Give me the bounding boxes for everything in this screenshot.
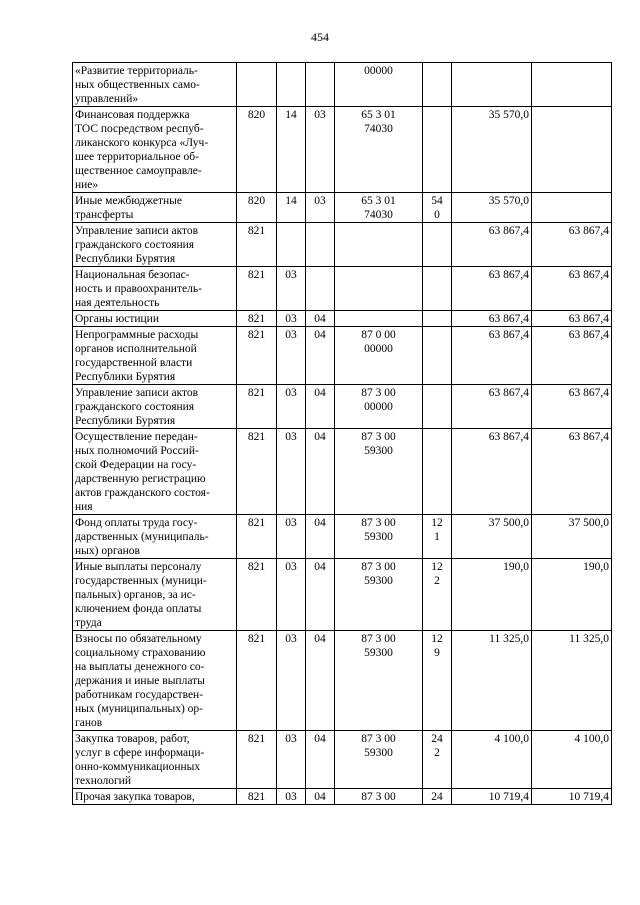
amount-1-cell: 63 867,4 — [452, 223, 532, 267]
amount-2-cell: 11 325,0 — [532, 631, 612, 731]
section-code-cell: 03 — [277, 789, 306, 805]
expense-type-cell — [423, 267, 452, 311]
amount-2-cell: 63 867,4 — [532, 429, 612, 515]
cell-line: гражданского состояния — [75, 401, 195, 413]
amount-1-cell: 4 100,0 — [452, 731, 532, 789]
table-row — [73, 559, 612, 631]
amount-1-cell: 11 325,0 — [452, 631, 532, 731]
target-article-cell — [335, 631, 423, 731]
table-row — [73, 385, 612, 429]
cell-line: ность и правоохранитель- — [75, 283, 202, 295]
row-name-cell — [73, 789, 237, 805]
amount-2-cell — [532, 193, 612, 223]
grbs-code-cell: 821 — [237, 223, 277, 267]
table-row — [73, 789, 612, 805]
cell-line: 54 — [431, 195, 443, 207]
cell-line: работникам государствен- — [75, 689, 204, 701]
cell-line: Прочая закупка товаров, — [75, 791, 195, 803]
amount-2-cell: 63 867,4 — [532, 223, 612, 267]
grbs-code-cell: 821 — [237, 267, 277, 311]
amount-2-cell — [532, 107, 612, 193]
cell-line: управлений» — [75, 93, 139, 105]
cell-line: 00000 — [364, 401, 393, 413]
amount-2-cell: 4 100,0 — [532, 731, 612, 789]
amount-2-cell: 63 867,4 — [532, 267, 612, 311]
subsection-code-cell: 04 — [306, 385, 335, 429]
cell-line: ликанского конкурса «Луч- — [75, 137, 209, 149]
cell-line: Иные выплаты персоналу — [75, 561, 202, 573]
cell-line: ная деятельность — [75, 297, 160, 309]
cell-line: на выплаты денежного со- — [75, 661, 205, 673]
cell-line: 9 — [434, 647, 440, 659]
table-row — [73, 311, 612, 327]
expense-type-cell — [423, 559, 452, 631]
cell-line: держания и иные выплаты — [75, 675, 205, 687]
cell-line: Управление записи актов — [75, 387, 199, 399]
cell-line: ТОС посредством респуб- — [75, 123, 204, 135]
row-name-cell — [73, 267, 237, 311]
expense-type-cell — [423, 63, 452, 107]
expense-type-cell — [423, 731, 452, 789]
cell-line: 12 — [431, 633, 443, 645]
grbs-code-cell: 821 — [237, 311, 277, 327]
table-row — [73, 193, 612, 223]
subsection-code-cell: 04 — [306, 311, 335, 327]
cell-line: технологий — [75, 775, 131, 787]
row-name-cell — [73, 63, 237, 107]
target-article-cell — [335, 731, 423, 789]
cell-line: гражданского состояния — [75, 239, 195, 251]
subsection-code-cell — [306, 63, 335, 107]
cell-line: органов исполнительной — [75, 343, 197, 355]
section-code-cell — [277, 223, 306, 267]
amount-1-cell: 37 500,0 — [452, 515, 532, 559]
cell-line: 87 3 00 — [361, 431, 396, 443]
cell-line: 59300 — [364, 445, 393, 457]
expense-type-cell — [423, 789, 452, 805]
cell-line: государственной власти — [75, 357, 193, 369]
row-name-cell — [73, 515, 237, 559]
cell-line: дарственных (муниципаль- — [75, 531, 209, 543]
cell-line: актов гражданского состоя- — [75, 487, 210, 499]
amount-2-cell: 63 867,4 — [532, 311, 612, 327]
grbs-code-cell: 821 — [237, 429, 277, 515]
expense-type-cell — [423, 515, 452, 559]
expense-type-cell — [423, 223, 452, 267]
table-row — [73, 267, 612, 311]
section-code-cell: 03 — [277, 731, 306, 789]
target-article-cell — [335, 311, 423, 327]
grbs-code-cell: 821 — [237, 789, 277, 805]
row-name-cell — [73, 311, 237, 327]
cell-line: 65 3 01 — [361, 195, 396, 207]
cell-line: ния — [75, 501, 93, 513]
amount-1-cell: 35 570,0 — [452, 193, 532, 223]
target-article-cell — [335, 63, 423, 107]
section-code-cell: 03 — [277, 429, 306, 515]
cell-line: Органы юстиции — [75, 313, 159, 325]
row-name-cell — [73, 559, 237, 631]
cell-line: шее территориальное об- — [75, 151, 199, 163]
target-article-cell — [335, 429, 423, 515]
cell-line: 1 — [434, 531, 440, 543]
cell-line: Управление записи актов — [75, 225, 199, 237]
cell-line: 74030 — [364, 209, 393, 221]
cell-line: ных (муниципальных) ор- — [75, 703, 203, 715]
cell-line: труда — [75, 617, 102, 629]
cell-line: 87 3 00 — [361, 791, 396, 803]
row-name-cell — [73, 631, 237, 731]
amount-2-cell: 37 500,0 — [532, 515, 612, 559]
section-code-cell: 14 — [277, 193, 306, 223]
subsection-code-cell: 04 — [306, 429, 335, 515]
subsection-code-cell: 04 — [306, 731, 335, 789]
cell-line: ных) органов — [75, 545, 140, 557]
cell-line: ской Федерации на госу- — [75, 459, 197, 471]
subsection-code-cell: 03 — [306, 193, 335, 223]
grbs-code-cell: 820 — [237, 107, 277, 193]
budget-table-body — [73, 63, 612, 805]
grbs-code-cell: 821 — [237, 631, 277, 731]
amount-2-cell: 190,0 — [532, 559, 612, 631]
cell-line: 87 0 00 — [361, 329, 396, 341]
row-name-cell — [73, 385, 237, 429]
cell-line: «Развитие территориаль- — [75, 65, 198, 77]
section-code-cell: 03 — [277, 559, 306, 631]
cell-line: 24 — [431, 791, 443, 803]
cell-line: 59300 — [364, 575, 393, 587]
table-row — [73, 631, 612, 731]
target-article-cell — [335, 559, 423, 631]
section-code-cell: 03 — [277, 385, 306, 429]
table-row — [73, 515, 612, 559]
expense-type-cell — [423, 429, 452, 515]
cell-line: 12 — [431, 561, 443, 573]
amount-1-cell: 63 867,4 — [452, 429, 532, 515]
table-row — [73, 429, 612, 515]
cell-line: Республики Бурятия — [75, 415, 176, 427]
cell-line: ганов — [75, 717, 103, 729]
section-code-cell: 03 — [277, 267, 306, 311]
expense-type-cell — [423, 193, 452, 223]
subsection-code-cell: 04 — [306, 327, 335, 385]
expense-type-cell — [423, 327, 452, 385]
amount-1-cell: 35 570,0 — [452, 107, 532, 193]
cell-line: щественное самоуправле- — [75, 165, 202, 177]
cell-line: ние» — [75, 179, 99, 191]
cell-line: 74030 — [364, 123, 393, 135]
amount-1-cell: 10 719,4 — [452, 789, 532, 805]
amount-1-cell: 190,0 — [452, 559, 532, 631]
section-code-cell: 14 — [277, 107, 306, 193]
cell-line: 87 3 00 — [361, 561, 396, 573]
cell-line: Осуществление передан- — [75, 431, 198, 443]
target-article-cell — [335, 327, 423, 385]
cell-line: 12 — [431, 517, 443, 529]
row-name-cell — [73, 193, 237, 223]
grbs-code-cell — [237, 63, 277, 107]
amount-2-cell: 63 867,4 — [532, 385, 612, 429]
subsection-code-cell: 04 — [306, 559, 335, 631]
amount-2-cell: 10 719,4 — [532, 789, 612, 805]
cell-line: 2 — [434, 575, 440, 587]
amount-2-cell: 63 867,4 — [532, 327, 612, 385]
cell-line: Финансовая поддержка — [75, 109, 190, 121]
section-code-cell: 03 — [277, 631, 306, 731]
cell-line: ных полномочий Россий- — [75, 445, 199, 457]
subsection-code-cell — [306, 267, 335, 311]
table-row — [73, 731, 612, 789]
cell-line: онно-коммуникационных — [75, 761, 201, 773]
cell-line: 59300 — [364, 747, 393, 759]
cell-line: 59300 — [364, 647, 393, 659]
page-number: 454 — [311, 30, 329, 44]
subsection-code-cell — [306, 223, 335, 267]
subsection-code-cell: 03 — [306, 107, 335, 193]
cell-line: 87 3 00 — [361, 387, 396, 399]
cell-line: Закупка товаров, работ, — [75, 733, 190, 745]
cell-line: пальных) органов, за ис- — [75, 589, 196, 601]
cell-line: Непрограммные расходы — [75, 329, 199, 341]
cell-line: Национальная безопас- — [75, 269, 190, 281]
expense-type-cell — [423, 385, 452, 429]
table-row — [73, 223, 612, 267]
expense-type-cell — [423, 631, 452, 731]
cell-line: 2 — [434, 747, 440, 759]
cell-line: 65 3 01 — [361, 109, 396, 121]
expense-type-cell — [423, 311, 452, 327]
subsection-code-cell: 04 — [306, 631, 335, 731]
amount-1-cell — [452, 63, 532, 107]
subsection-code-cell: 04 — [306, 515, 335, 559]
expense-type-cell — [423, 107, 452, 193]
table-row — [73, 63, 612, 107]
cell-line: услуг в сфере информаци- — [75, 747, 205, 759]
cell-line: дарственную регистрацию — [75, 473, 206, 485]
cell-line: 00000 — [364, 65, 393, 77]
budget-table — [72, 62, 612, 805]
section-code-cell: 03 — [277, 515, 306, 559]
target-article-cell — [335, 789, 423, 805]
amount-1-cell: 63 867,4 — [452, 327, 532, 385]
cell-line: 0 — [434, 209, 440, 221]
cell-line: Республики Бурятия — [75, 253, 176, 265]
grbs-code-cell: 821 — [237, 559, 277, 631]
cell-line: 24 — [431, 733, 443, 745]
cell-line: ных общественных само- — [75, 79, 200, 91]
table-row — [73, 327, 612, 385]
cell-line: 87 3 00 — [361, 733, 396, 745]
amount-1-cell: 63 867,4 — [452, 311, 532, 327]
section-code-cell: 03 — [277, 327, 306, 385]
target-article-cell — [335, 267, 423, 311]
grbs-code-cell: 821 — [237, 327, 277, 385]
grbs-code-cell: 820 — [237, 193, 277, 223]
cell-line: Республики Бурятия — [75, 371, 176, 383]
cell-line: 87 3 00 — [361, 633, 396, 645]
target-article-cell — [335, 193, 423, 223]
cell-line: государственных (муници- — [75, 575, 207, 587]
cell-line: Фонд оплаты труда госу- — [75, 517, 198, 529]
cell-line: 59300 — [364, 531, 393, 543]
grbs-code-cell: 821 — [237, 515, 277, 559]
cell-line: Взносы по обязательному — [75, 633, 202, 645]
target-article-cell — [335, 385, 423, 429]
cell-line: 00000 — [364, 343, 393, 355]
cell-line: социальному страхованию — [75, 647, 206, 659]
amount-1-cell: 63 867,4 — [452, 267, 532, 311]
amount-1-cell: 63 867,4 — [452, 385, 532, 429]
row-name-cell — [73, 223, 237, 267]
grbs-code-cell: 821 — [237, 731, 277, 789]
section-code-cell — [277, 63, 306, 107]
table-row — [73, 107, 612, 193]
cell-line: 87 3 00 — [361, 517, 396, 529]
target-article-cell — [335, 515, 423, 559]
section-code-cell: 03 — [277, 311, 306, 327]
cell-line: ключением фонда оплаты — [75, 603, 202, 615]
cell-line: Иные межбюджетные — [75, 195, 182, 207]
target-article-cell — [335, 223, 423, 267]
row-name-cell — [73, 429, 237, 515]
grbs-code-cell: 821 — [237, 385, 277, 429]
row-name-cell — [73, 107, 237, 193]
subsection-code-cell: 04 — [306, 789, 335, 805]
amount-2-cell — [532, 63, 612, 107]
row-name-cell — [73, 327, 237, 385]
row-name-cell — [73, 731, 237, 789]
target-article-cell — [335, 107, 423, 193]
cell-line: трансферты — [75, 209, 134, 221]
